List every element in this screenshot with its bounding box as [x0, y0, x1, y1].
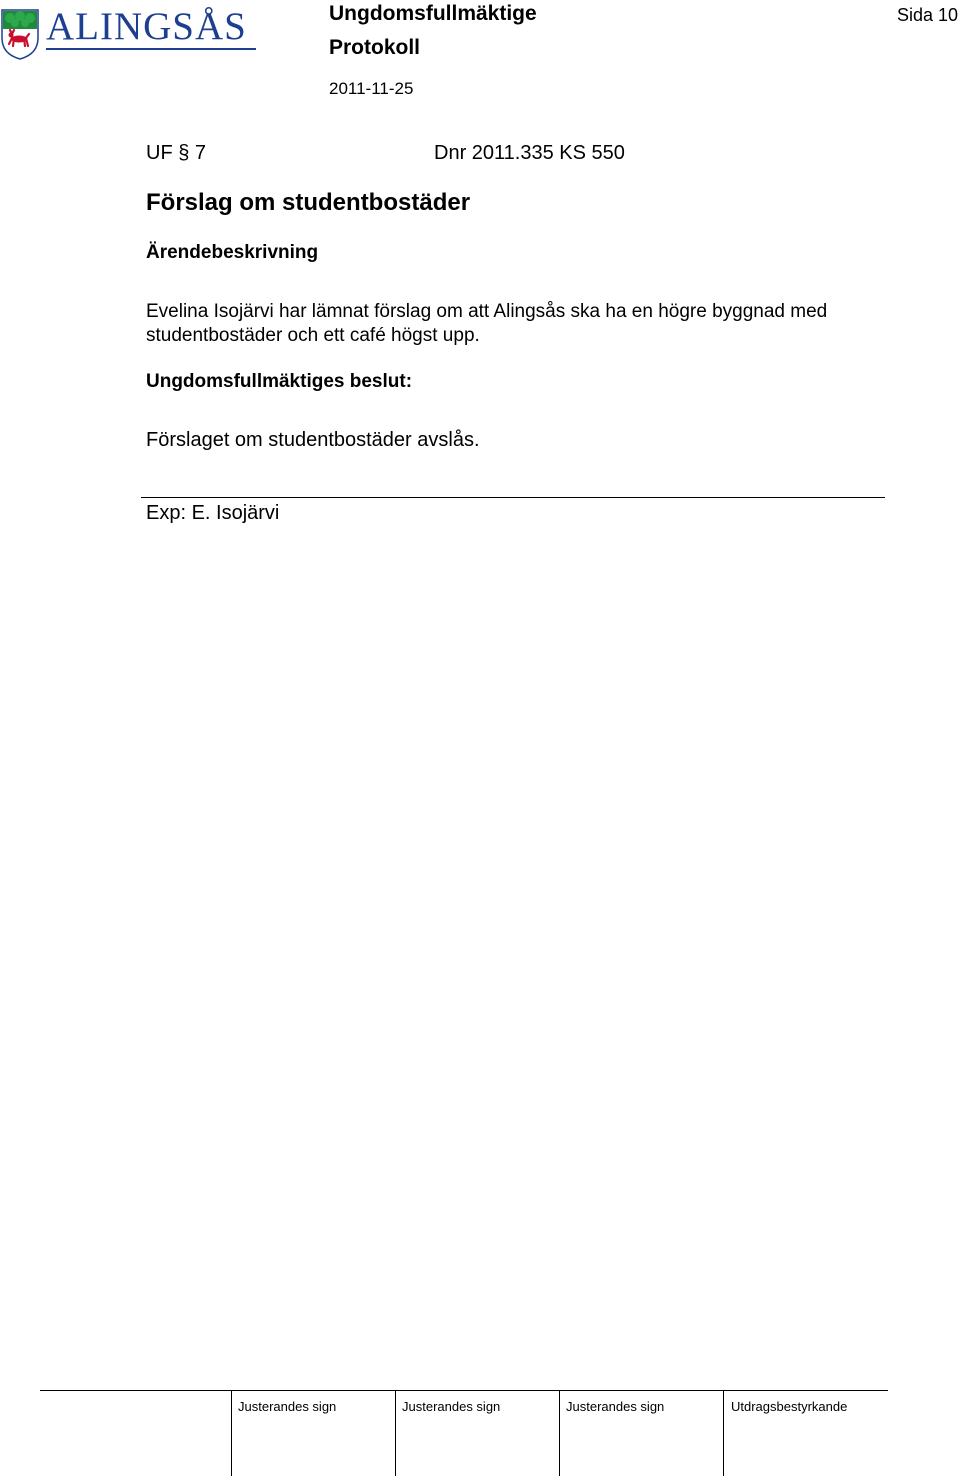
description-text: Evelina Isojärvi har lämnat förslag om att Alingsås ska ha en högre byggnad med studentbostäder och ett café högst upp.: [146, 301, 828, 346]
section-number: UF § 7: [146, 142, 207, 164]
signature-box-divider: [723, 1390, 724, 1476]
signature-label: Justerandes sign: [238, 1399, 337, 1414]
alingsas-logo: [0, 2, 262, 60]
certification-label: Utdragsbestyrkande: [731, 1399, 848, 1414]
signature-label: Justerandes sign: [402, 1399, 501, 1414]
description-heading: Ärendebeskrivning: [146, 242, 319, 263]
signature-box-divider: [231, 1390, 232, 1476]
signature-box-divider: [559, 1390, 560, 1476]
organization-title: Ungdomsfullmäktige: [329, 2, 537, 25]
decision-text: Förslaget om studentbostäder avslås.: [146, 429, 480, 451]
signature-label: Justerandes sign: [566, 1399, 665, 1414]
signature-box-divider: [395, 1390, 396, 1476]
document-type: Protokoll: [329, 36, 421, 59]
case-title: Förslag om studentbostäder: [146, 189, 471, 216]
logo-wordmark: ALINGSÅS: [46, 5, 247, 48]
logo-underline: [46, 48, 256, 50]
page-number: Sida 10: [897, 5, 959, 25]
case-number: Dnr 2011.335 KS 550: [434, 142, 625, 164]
decision-heading: Ungdomsfullmäktiges beslut:: [146, 371, 413, 392]
expedition-text: Exp: E. Isojärvi: [146, 502, 280, 524]
coat-of-arms-icon: [0, 8, 40, 60]
document-date: 2011-11-25: [329, 79, 414, 98]
expedition-divider: [141, 497, 885, 498]
footer-divider: [40, 1390, 888, 1391]
